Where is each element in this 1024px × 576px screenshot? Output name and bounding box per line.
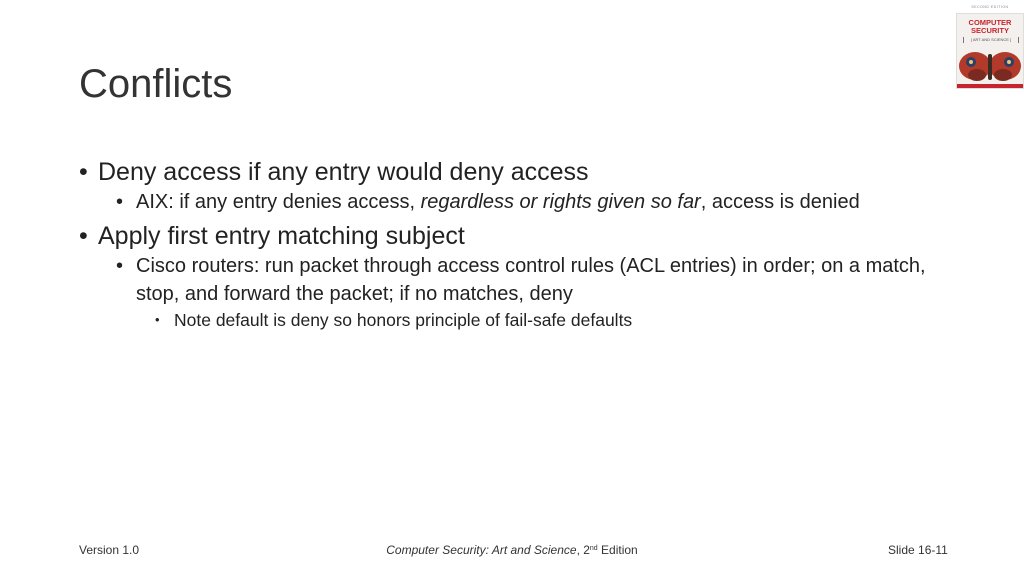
book-title	[957, 19, 1023, 35]
bullet-text-suffix: , access is denied	[700, 191, 860, 213]
bullet-level2	[116, 252, 949, 308]
bullet-dot: •	[116, 255, 124, 277]
book-edition-tag: SECOND EDITION	[971, 5, 1009, 9]
bullet-text: Apply first entry matching subject	[98, 222, 465, 250]
book-cover-thumbnail	[956, 3, 1024, 89]
footer-book-credit	[0, 543, 1024, 557]
slide-body	[79, 156, 949, 332]
bullet-level2	[116, 188, 949, 216]
bullet-level1	[79, 220, 949, 252]
bullet-dot: •	[79, 222, 88, 250]
book-title-line2: SECURITY	[971, 26, 1009, 35]
bullet-text-emphasis: regardless or rights given so far	[420, 191, 701, 213]
bullet-dot: •	[116, 191, 124, 213]
bullet-text: Deny access if any entry would deny access	[98, 158, 589, 186]
butterfly-illustration	[957, 46, 1023, 86]
bullet-level1	[79, 156, 949, 188]
footer-book-title: Computer Security: Art and Science	[386, 543, 577, 557]
book-subtitle: [ ART AND SCIENCE ]	[963, 37, 1019, 43]
footer-edition-number: , 2	[576, 543, 590, 557]
book-cover	[956, 13, 1024, 89]
book-cover-band	[957, 84, 1023, 88]
slide-title: Conflicts	[79, 62, 233, 106]
bullet-text: Note default is deny so honors principle of fail-safe defaults	[174, 310, 633, 330]
book-title-line1: COMPUTER	[968, 18, 1012, 27]
footer-slide-number: Slide 16-11	[888, 543, 948, 557]
footer-version: Version 1.0	[79, 543, 140, 557]
bullet-dot: •	[155, 312, 160, 327]
footer-edition-ordinal: nd	[589, 545, 598, 552]
footer-edition-word: Edition	[597, 543, 638, 557]
bullet-level3	[155, 308, 949, 332]
bullet-text: Cisco routers: run packet through access control rules (ACL entries) in order; on a match, stop, and forward the packet; if no matches, deny	[136, 255, 926, 305]
bullet-text-prefix: AIX: if any entry denies access,	[136, 191, 421, 213]
bullet-dot: •	[79, 158, 88, 186]
